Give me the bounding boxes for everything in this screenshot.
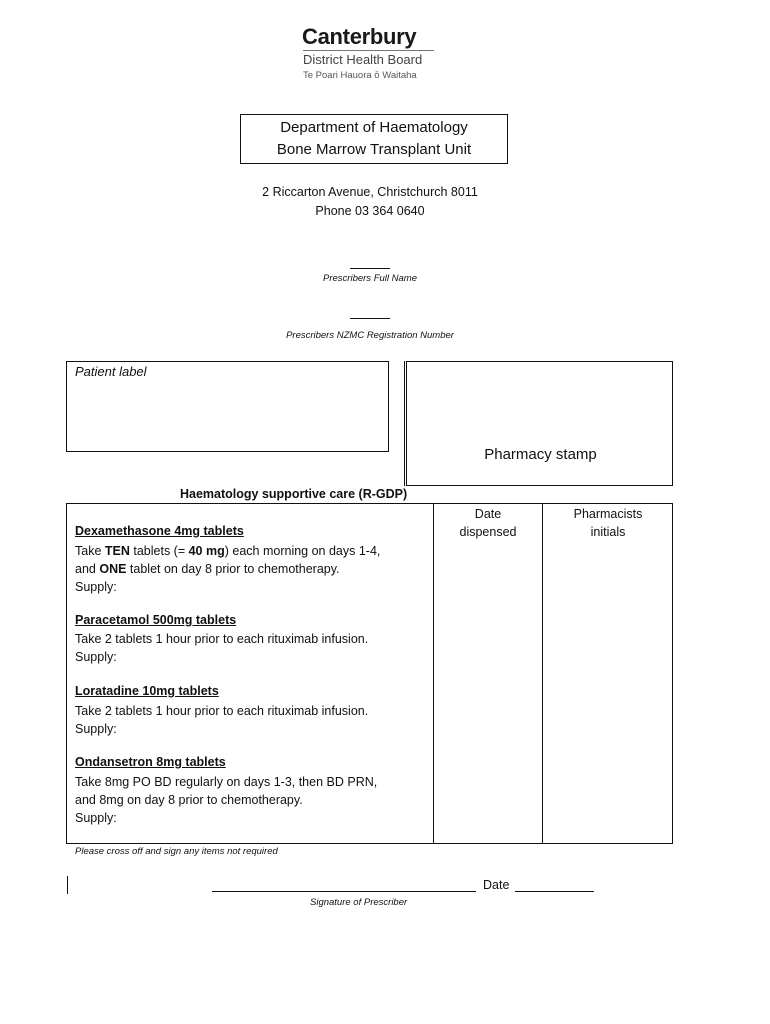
supply-label: Supply: [75, 650, 117, 664]
medication-name: Loratadine 10mg tablets [75, 684, 219, 698]
department-name: Department of Haematology [280, 119, 468, 136]
medication-name: Dexamethasone 4mg tablets [75, 524, 244, 538]
supply-label: Supply: [75, 811, 117, 825]
prescriber-name-caption: Prescribers Full Name [323, 273, 417, 284]
department-box [240, 114, 508, 164]
table-title: Haematology supportive care (R-GDP) [180, 487, 408, 501]
cross-off-note: Please cross off and sign any items not required [75, 846, 278, 857]
address-block [0, 183, 740, 221]
patient-label-text: Patient label [75, 364, 147, 379]
prescriber-nzmc-line [350, 318, 390, 319]
date-label: Date [483, 878, 510, 892]
supply-label: Supply: [75, 580, 117, 594]
column-divider [542, 503, 543, 844]
medication-instructions: Take TEN tablets (= 40 mg) each morning on days 1-4, and ONE tablet on day 8 prior to chemotherapy. Supply: [75, 544, 381, 594]
street-address: 2 Riccarton Avenue, Christchurch 8011 [262, 185, 478, 199]
medication-instructions: Take 8mg PO BD regularly on days 1-3, then BD PRN, and 8mg on day 8 prior to chemotherapy. Supply: [75, 775, 378, 825]
medication-name: Paracetamol 500mg tablets [75, 613, 237, 627]
pharmacists-initials-header: Pharmacists initials [573, 507, 643, 539]
phone-number: Phone 03 364 0640 [315, 204, 425, 218]
logo-divider [303, 50, 434, 51]
column-divider [433, 503, 434, 844]
pharmacy-stamp-text: Pharmacy stamp [484, 446, 597, 463]
patient-label-box [66, 361, 389, 452]
box-separator [404, 361, 405, 486]
supply-label: Supply: [75, 722, 117, 736]
signature-field[interactable] [212, 891, 476, 892]
logo-maori-name: Te Poari Hauora ō Waitaha [303, 70, 417, 81]
date-field[interactable] [515, 891, 594, 892]
date-dispensed-header: Date dispensed [459, 507, 517, 539]
medication-name: Ondansetron 8mg tablets [75, 755, 226, 769]
signature-caption: Signature of Prescriber [310, 897, 408, 908]
medication-instructions: Take 2 tablets 1 hour prior to each rituximab infusion. Supply: [75, 704, 369, 736]
prescriber-nzmc-caption: Prescribers NZMC Registration Number [286, 330, 454, 341]
medication-instructions: Take 2 tablets 1 hour prior to each rituximab infusion. Supply: [75, 632, 369, 664]
unit-name: Bone Marrow Transplant Unit [276, 141, 472, 158]
logo-title: Canterbury [302, 24, 417, 49]
text-cursor [67, 876, 68, 894]
prescriber-name-line [350, 268, 390, 269]
pharmacy-stamp-box [406, 361, 673, 486]
logo-subtitle: District Health Board [303, 52, 423, 67]
